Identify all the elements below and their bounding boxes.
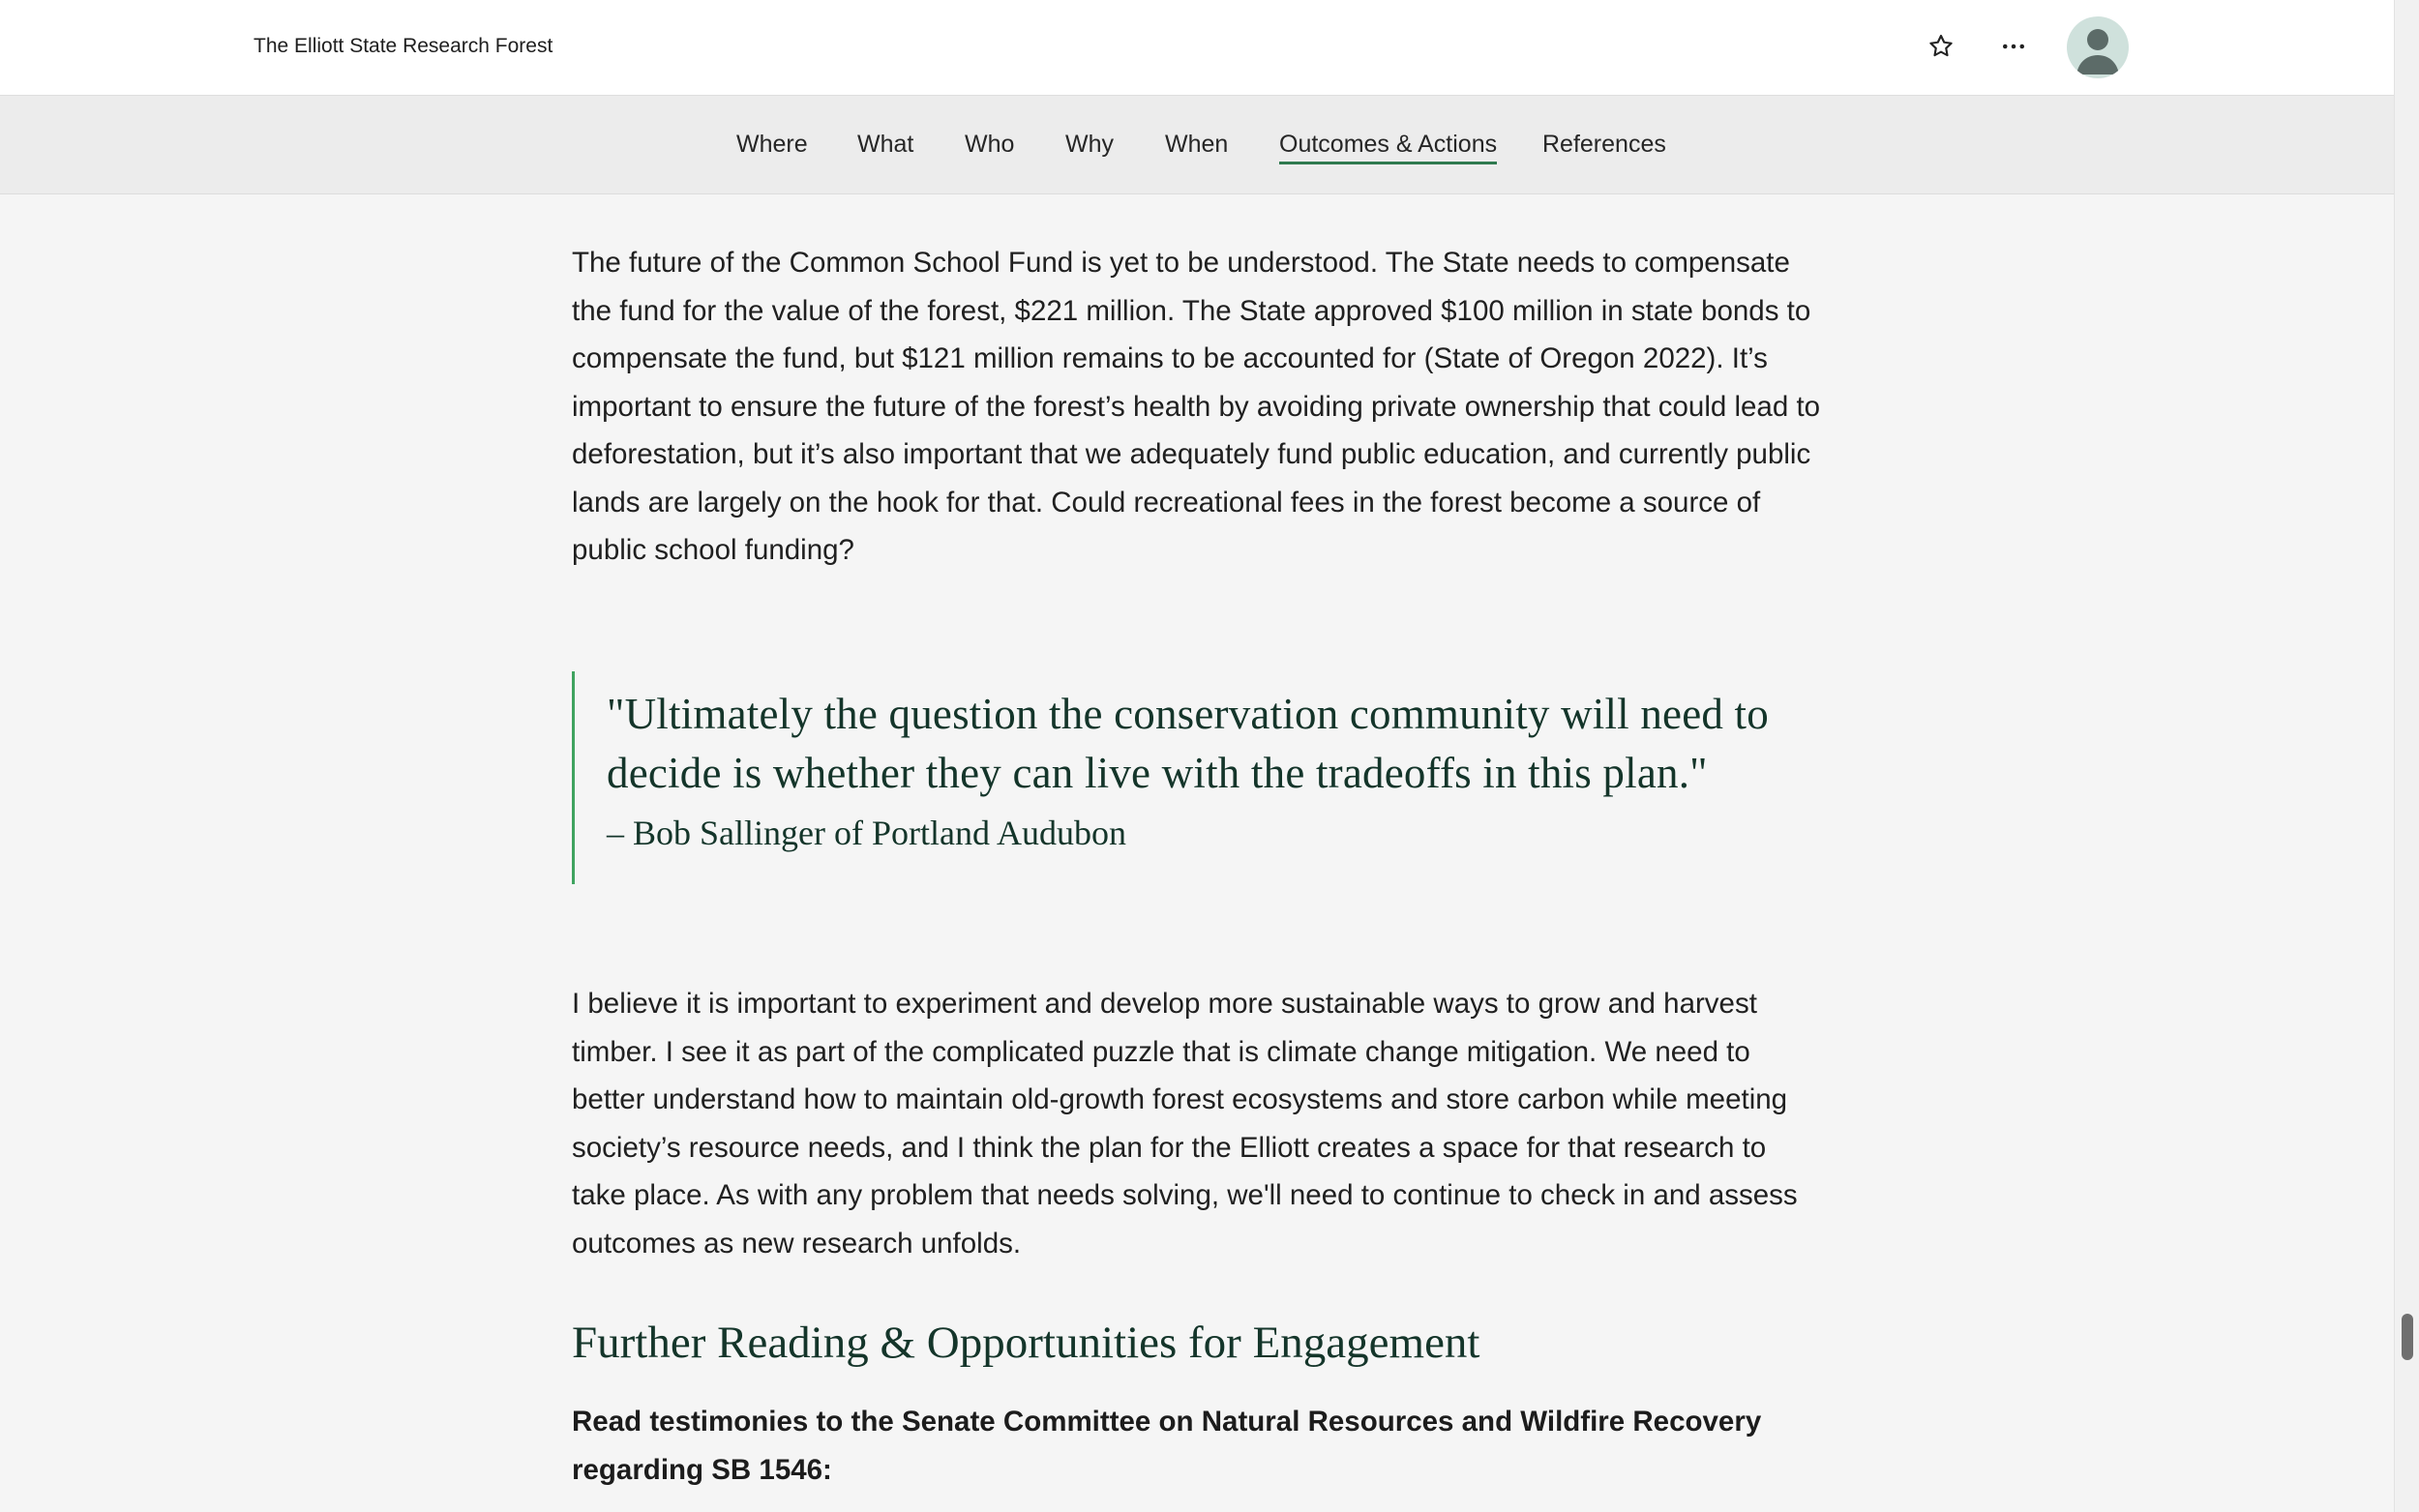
more-horizontal-icon — [1999, 32, 2028, 61]
scrollbar-thumb[interactable] — [2402, 1314, 2413, 1360]
nav-item-where[interactable]: Where — [736, 131, 808, 158]
article-paragraph: I believe it is important to experiment and develop more sustainable ways to grow and harvest timber. I see it as part of the complicated puzzle that is climate change mitigation. We need to better understand how to maintain old-growth forest ecosystems and store carbon while meeting society’s resource needs, and I think the plan for the Elliott creates a space for that research to take place. As with any problem that needs solving, we'll need to continue to check in and assess outcomes as new research unfolds. — [572, 988, 1798, 1260]
user-avatar-button[interactable] — [2067, 16, 2129, 78]
site-title[interactable]: The Elliott State Research Forest — [254, 35, 553, 57]
page-scrollbar[interactable] — [2394, 0, 2419, 1512]
top-header-bar — [0, 0, 2394, 96]
article-paragraph: The future of the Common School Fund is yet to be understood. The State needs to compensate the fund for the value of the forest, $221 million. The State approved $100 million in state bonds to compensate the fund, but $121 million remains to be accounted for (State of Oregon 2022). It’s important to ensure the future of the forest’s health by avoiding private ownership that could lead to deforestation, but it’s also important that we adequately fund public education, and currently public lands are largely on the hook for that. Could recreational fees in the forest become a source of public school funding? — [572, 247, 1821, 566]
quote-attribution: – Bob Sallinger of Portland Audubon — [607, 814, 1126, 852]
pull-quote — [572, 671, 1830, 884]
quote-text: "Ultimately the question the conservation community will need to decide is whether they can live with the tradeoffs in this plan." — [607, 690, 1769, 797]
star-icon — [1926, 32, 1956, 61]
article-paragraph-2-container — [572, 980, 1826, 1267]
testimony-intro: Read testimonies to the Senate Committee on Natural Resources and Wildfire Recovery regarding SB 1546: — [572, 1406, 1762, 1486]
user-avatar-icon — [2067, 16, 2129, 78]
nav-item-who[interactable]: Who — [965, 131, 1015, 158]
more-options-button[interactable] — [1986, 23, 2041, 70]
article-paragraph-1-container — [572, 239, 1826, 575]
nav-item-why[interactable]: Why — [1065, 131, 1114, 158]
favorite-button[interactable] — [1914, 23, 1968, 70]
nav-item-when[interactable]: When — [1165, 131, 1229, 158]
nav-item-outcomes-actions[interactable]: Outcomes & Actions — [1279, 128, 1497, 164]
nav-item-what[interactable]: What — [857, 131, 914, 158]
nav-item-references[interactable]: References — [1542, 131, 1666, 158]
section-heading: Further Reading & Opportunities for Engagement — [572, 1318, 1480, 1368]
